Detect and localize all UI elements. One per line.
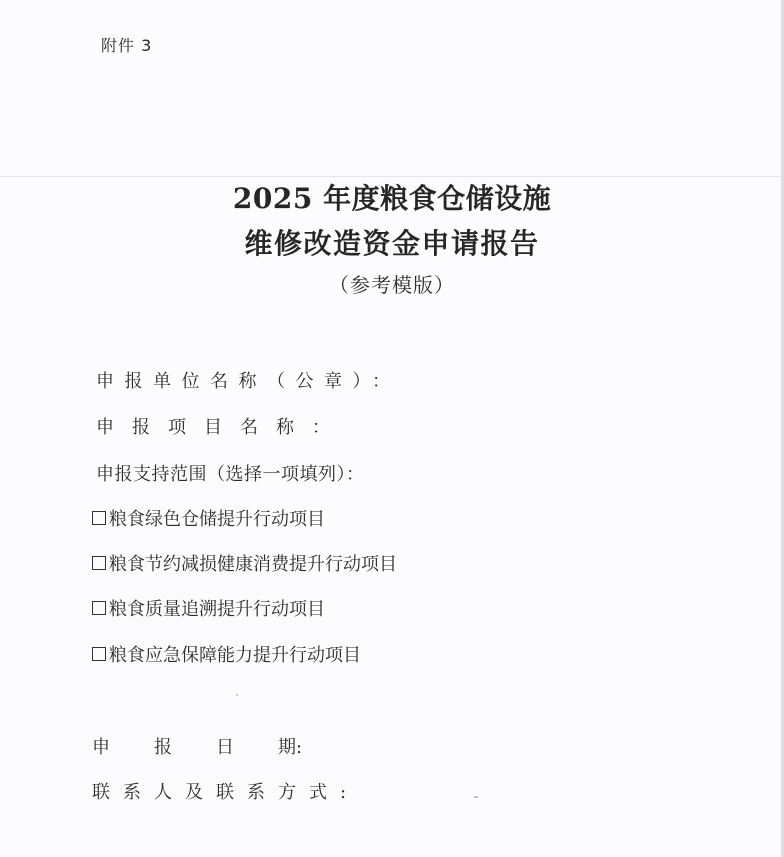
checkbox-icon[interactable] <box>92 647 106 661</box>
date-label-char: 期: <box>278 737 303 758</box>
scope-option-green-storage[interactable] <box>92 505 325 531</box>
scan-speck <box>236 694 238 696</box>
report-date-label <box>92 733 302 759</box>
document-title-line-2: 维修改造资金申请报告 <box>244 227 540 260</box>
date-label-char: 申 <box>92 737 110 758</box>
attachment-label: 附件 3 <box>101 36 153 55</box>
date-label-char: 日 <box>216 737 234 758</box>
checkbox-icon[interactable] <box>92 511 106 525</box>
scan-speck <box>474 796 478 798</box>
date-label-char: 报 <box>154 737 172 758</box>
document-title-line-1: 2025 年度粮食仓储设施 <box>232 182 552 215</box>
document-subtitle: （参考模版） <box>329 273 455 297</box>
unit-name-label: 申报单位名称（公章）： <box>96 371 401 392</box>
contact-label: 联系人及联系方式: <box>92 782 360 803</box>
scope-option-label: 粮食节约减损健康消费提升行动项目 <box>109 554 397 575</box>
support-scope-label: 申报支持范围（选择一项填列）： <box>96 464 365 485</box>
checkbox-icon[interactable] <box>92 556 106 570</box>
scope-option-emergency-capacity[interactable] <box>92 641 361 667</box>
scope-option-label: 粮食绿色仓储提升行动项目 <box>109 509 325 530</box>
scope-option-loss-reduction[interactable] <box>92 550 397 576</box>
project-name-label: 申报项目名称： <box>96 417 348 438</box>
checkbox-icon[interactable] <box>92 601 106 615</box>
scope-option-label: 粮食应急保障能力提升行动项目 <box>109 645 361 666</box>
scope-option-label: 粮食质量追溯提升行动项目 <box>109 599 325 620</box>
scope-option-quality-traceability[interactable] <box>92 595 325 621</box>
